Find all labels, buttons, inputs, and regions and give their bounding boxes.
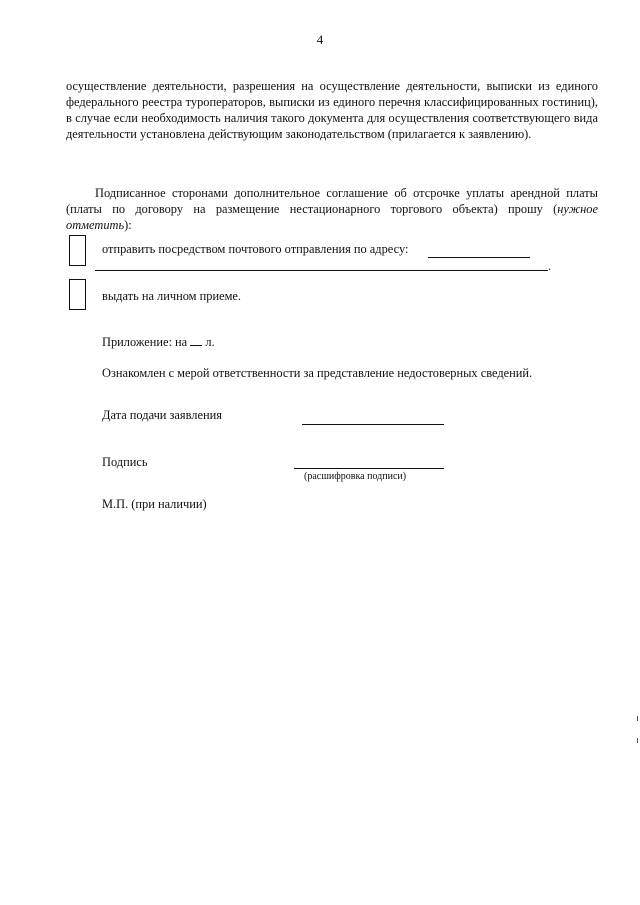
appendix-pages-field[interactable] <box>190 334 202 346</box>
acknowledgement-text: Ознакомлен с мерой ответственности за представление недостоверных сведений. <box>102 366 533 380</box>
stamp-label: М.П. (при наличии) <box>102 497 207 511</box>
address-end-dot: . <box>548 259 552 273</box>
date-field-line[interactable] <box>302 424 444 425</box>
appendix-prefix: Приложение: на <box>102 335 188 349</box>
agreement-text: Подписанное сторонами дополнительное соглашение об отсрочке уплаты арендной платы (платы по договору на размещение нестационарного торгового объекта) прошу ( <box>66 186 598 216</box>
agreement-italic-note: нужное отметить <box>66 202 598 232</box>
appendix-suffix: л. <box>205 335 215 349</box>
page-number: 4 <box>316 32 324 47</box>
address-field-line[interactable] <box>428 257 530 258</box>
appendix-line <box>102 334 215 350</box>
scan-edge-mark <box>637 716 638 721</box>
scan-edge-mark <box>637 738 638 743</box>
in-person-option-label: выдать на личном приеме. <box>102 289 242 303</box>
date-label: Дата подачи заявления <box>102 408 222 422</box>
signature-caption: (расшифровка подписи) <box>304 471 407 482</box>
agreement-suffix: ): <box>124 218 132 232</box>
paragraph-documents: осуществление деятельности, разрешения на осуществление деятельности, выписки из единого федерального реестра туроператоров, выписки из единого перечня классифицированных гостиниц), в случае если необходимость наличия такого документа для осуществления соответствующего вида деятельности установлена действующим законодательством (прилагается к заявлению). <box>66 79 598 141</box>
signature-field-line[interactable] <box>294 468 444 469</box>
signature-label: Подпись <box>102 455 148 469</box>
mail-option-checkbox[interactable] <box>69 235 86 266</box>
address-field-line-2[interactable] <box>95 270 548 271</box>
paragraph-agreement <box>66 185 598 233</box>
mail-option-label: отправить посредством почтового отправления по адресу: <box>102 242 409 256</box>
in-person-option-checkbox[interactable] <box>69 279 86 310</box>
